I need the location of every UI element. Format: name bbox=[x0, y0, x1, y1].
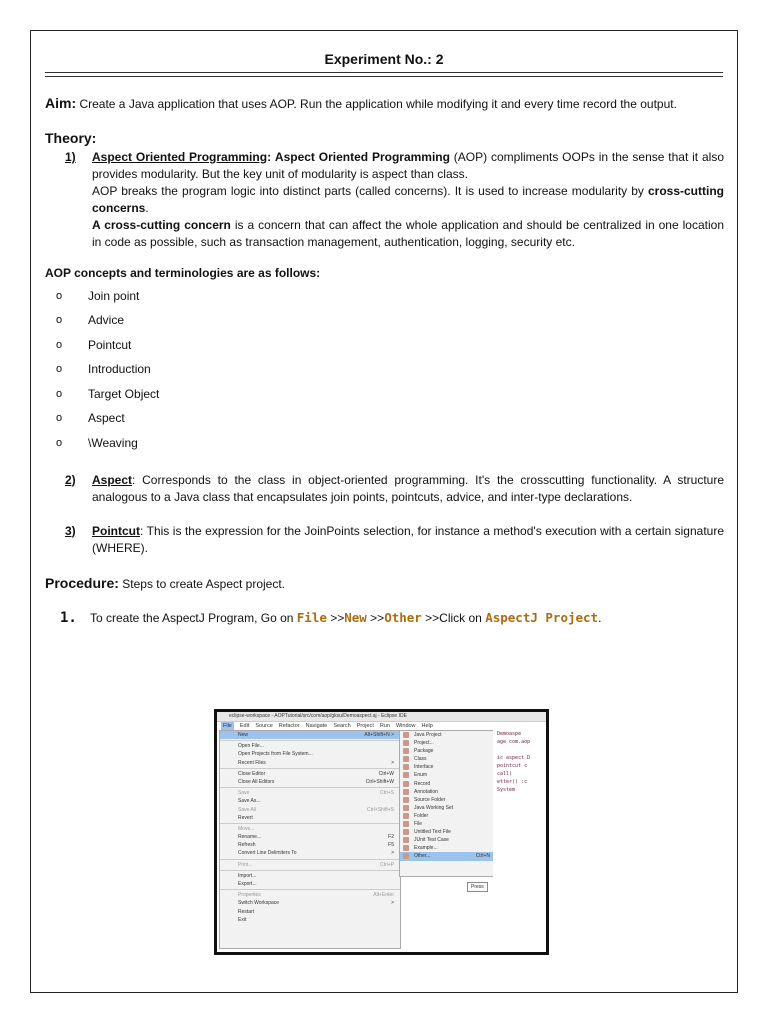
file-menu-item[interactable]: Save Ctrl+S bbox=[238, 790, 394, 797]
file-menu-item[interactable]: Export... bbox=[238, 881, 257, 887]
file-menu-item[interactable]: Close All Editors Ctrl+Shift+W bbox=[238, 778, 394, 785]
file-menu-item[interactable]: Move... bbox=[238, 825, 255, 832]
file-menu-item[interactable]: Restart bbox=[238, 908, 255, 915]
new-submenu-item[interactable]: Project... bbox=[400, 739, 494, 747]
code-file: File bbox=[296, 609, 327, 625]
procedure-step-1: 1. To create the AspectJ Program, Go on File >>New >>Other >>Click on AspectJ Project. bbox=[60, 609, 602, 626]
new-submenu-item[interactable]: Package bbox=[400, 747, 494, 755]
tooltip: Press bbox=[467, 882, 488, 892]
item-icon bbox=[403, 829, 409, 835]
file-menu-item[interactable]: Open File... bbox=[238, 743, 264, 750]
new-submenu-item[interactable]: Class bbox=[400, 755, 494, 763]
file-menu-item[interactable]: Properties Alt+Enter bbox=[238, 892, 394, 899]
menu-edit[interactable]: Edit bbox=[239, 723, 250, 729]
code-line: ic aspect D bbox=[497, 755, 531, 761]
new-submenu-item[interactable]: Annotation bbox=[400, 788, 494, 796]
code-line: call( bbox=[497, 771, 513, 777]
list-item: o Aspect bbox=[56, 411, 125, 426]
item-icon bbox=[403, 845, 409, 851]
new-submenu-item[interactable]: Java Working Set bbox=[400, 804, 494, 812]
aim-label: Aim: bbox=[45, 95, 77, 111]
item-1-bold-lead: Aspect Oriented Programming bbox=[274, 150, 450, 164]
file-menu bbox=[219, 730, 401, 949]
item-icon bbox=[403, 772, 409, 778]
menu-project[interactable]: Project bbox=[356, 723, 374, 729]
aim-paragraph bbox=[45, 95, 724, 113]
code-line: age com.aop bbox=[497, 739, 531, 745]
menu-refactor[interactable]: Refactor bbox=[278, 723, 300, 729]
new-submenu-item[interactable]: Java Project bbox=[400, 731, 494, 739]
item-icon bbox=[403, 764, 409, 770]
file-menu-item[interactable]: Switch Workspace > bbox=[238, 900, 394, 907]
theory-item-3: 3) Pointcut: This is the expression for the JoinPoints selection, for instance a method's execution with a certain signature (WHERE). bbox=[65, 523, 724, 555]
item-icon bbox=[403, 797, 409, 803]
new-submenu-item[interactable]: Untitled Text File bbox=[400, 828, 494, 836]
item-1-heading: Aspect Oriented Programming bbox=[92, 150, 268, 164]
concepts-heading: AOP concepts and terminologies are as follows: bbox=[45, 266, 321, 280]
menu-navigate[interactable]: Navigate bbox=[305, 723, 328, 729]
item-icon bbox=[403, 837, 409, 843]
file-menu-item[interactable]: Convert Line Delimiters To > bbox=[238, 850, 394, 857]
code-line: Demoaspe bbox=[497, 731, 522, 737]
file-menu-item[interactable]: Print... Ctrl+P bbox=[238, 861, 394, 868]
file-menu-item[interactable]: Revert bbox=[238, 814, 253, 821]
menu-file[interactable]: File bbox=[223, 723, 232, 729]
theory-heading: Theory: bbox=[45, 130, 97, 146]
code-line: pointcut c bbox=[497, 763, 528, 769]
file-menu-item[interactable]: Save All Ctrl+Shift+S bbox=[238, 806, 394, 813]
file-menu-item[interactable]: Recent Files > bbox=[238, 759, 394, 766]
item-icon bbox=[403, 813, 409, 819]
menu-window[interactable]: Window bbox=[395, 723, 416, 729]
new-submenu bbox=[399, 730, 495, 877]
new-submenu-item[interactable]: File bbox=[400, 820, 494, 828]
menu-source[interactable]: Source bbox=[255, 723, 273, 729]
list-item: o Advice bbox=[56, 313, 125, 328]
file-menu-item[interactable]: Import... bbox=[238, 872, 257, 879]
code-line: etter() :c bbox=[497, 779, 528, 785]
new-submenu-item[interactable]: Interface bbox=[400, 763, 494, 771]
item-icon bbox=[403, 732, 409, 738]
theory-item-1: 1) Aspect Oriented Programming: Aspect Oriented Programming (AOP) compliments OOPs in the sense that it also provides modularity. But the key unit of modularity is aspect than class. AOP breaks the program logic into distinct parts (called concerns). It is used to increase modularity by cross-cutting concerns. A cross-cutting concern is a concern that can affect the whole application and should be centralized in one location in code as possible, such as transaction management, authentication, logging, security etc. bbox=[65, 150, 725, 249]
list-item: o Introduction bbox=[56, 362, 151, 377]
concepts-list bbox=[45, 284, 724, 456]
document-body bbox=[45, 95, 724, 627]
aim-text: Create a Java application that uses AOP. Run the application while modifying it and every time record the output. bbox=[76, 97, 677, 111]
code-line: System bbox=[497, 787, 516, 793]
title-rule-top bbox=[45, 72, 723, 73]
procedure-paragraph: Procedure: Steps to create Aspect project. bbox=[45, 574, 286, 591]
code-other: Other bbox=[384, 609, 422, 625]
item-3-heading: Pointcut bbox=[92, 523, 140, 538]
page-title: Experiment No.: 2 bbox=[324, 51, 444, 67]
code-new: New bbox=[344, 609, 367, 625]
item-icon bbox=[403, 756, 409, 762]
item-icon bbox=[403, 821, 409, 827]
item-icon bbox=[403, 789, 409, 795]
list-item: o Target Object bbox=[56, 386, 160, 401]
file-menu-item[interactable]: Close Editor Ctrl+W bbox=[238, 770, 394, 777]
item-icon bbox=[403, 853, 409, 859]
new-submenu-item[interactable]: Source Folder bbox=[400, 796, 494, 804]
eclipse-screenshot bbox=[214, 709, 549, 955]
theory-item-2: 2) Aspect: Corresponds to the class in object-oriented programming. It's the crosscutting functionality. A structure analogous to a Java class that encapsulates join points, pointcuts, advice, and inter-type declarations. bbox=[65, 472, 724, 504]
file-menu-item[interactable]: Exit bbox=[238, 916, 247, 923]
list-item: o Join point bbox=[56, 288, 140, 303]
item-icon bbox=[403, 748, 409, 754]
code-editor bbox=[493, 730, 546, 947]
list-item: o Pointcut bbox=[56, 337, 132, 352]
menu-search[interactable]: Search bbox=[333, 723, 351, 729]
item-icon bbox=[403, 740, 409, 746]
item-icon bbox=[403, 805, 409, 811]
new-submenu-item[interactable]: Folder bbox=[400, 812, 494, 820]
file-menu-item[interactable]: Open Projects from File System... bbox=[238, 751, 313, 758]
new-submenu-item[interactable]: Enum bbox=[400, 771, 494, 779]
window-title: eclipse-workspace - AOPTutorial/src/com/aop/gksu/Demoaspect.aj - Eclipse IDE bbox=[217, 712, 546, 722]
file-menu-item[interactable]: Refresh F5 bbox=[238, 842, 394, 849]
menu-run[interactable]: Run bbox=[379, 723, 390, 729]
file-menu-item[interactable]: Save As... bbox=[238, 798, 261, 805]
procedure-label: Procedure: bbox=[45, 574, 119, 591]
file-menu-item[interactable]: New Alt+Shift+N > bbox=[220, 731, 400, 739]
item-2-heading: Aspect bbox=[92, 472, 133, 487]
list-item: o \Weaving bbox=[56, 435, 138, 450]
code-line bbox=[497, 746, 546, 754]
code-aspectj-project: AspectJ Project bbox=[485, 609, 599, 625]
new-submenu-item[interactable]: JUnit Test Case bbox=[400, 836, 494, 844]
new-submenu-item[interactable]: Example... bbox=[400, 844, 494, 852]
item-icon bbox=[403, 781, 409, 787]
new-submenu-item[interactable]: Record bbox=[400, 780, 494, 788]
new-submenu-item[interactable]: Other... Ctrl+N bbox=[400, 852, 494, 860]
menu-help[interactable]: Help bbox=[421, 723, 433, 729]
title-rule-bottom bbox=[45, 76, 723, 77]
item-1-number: 1) bbox=[65, 150, 76, 164]
file-menu-item[interactable]: Rename... F2 bbox=[238, 834, 394, 841]
